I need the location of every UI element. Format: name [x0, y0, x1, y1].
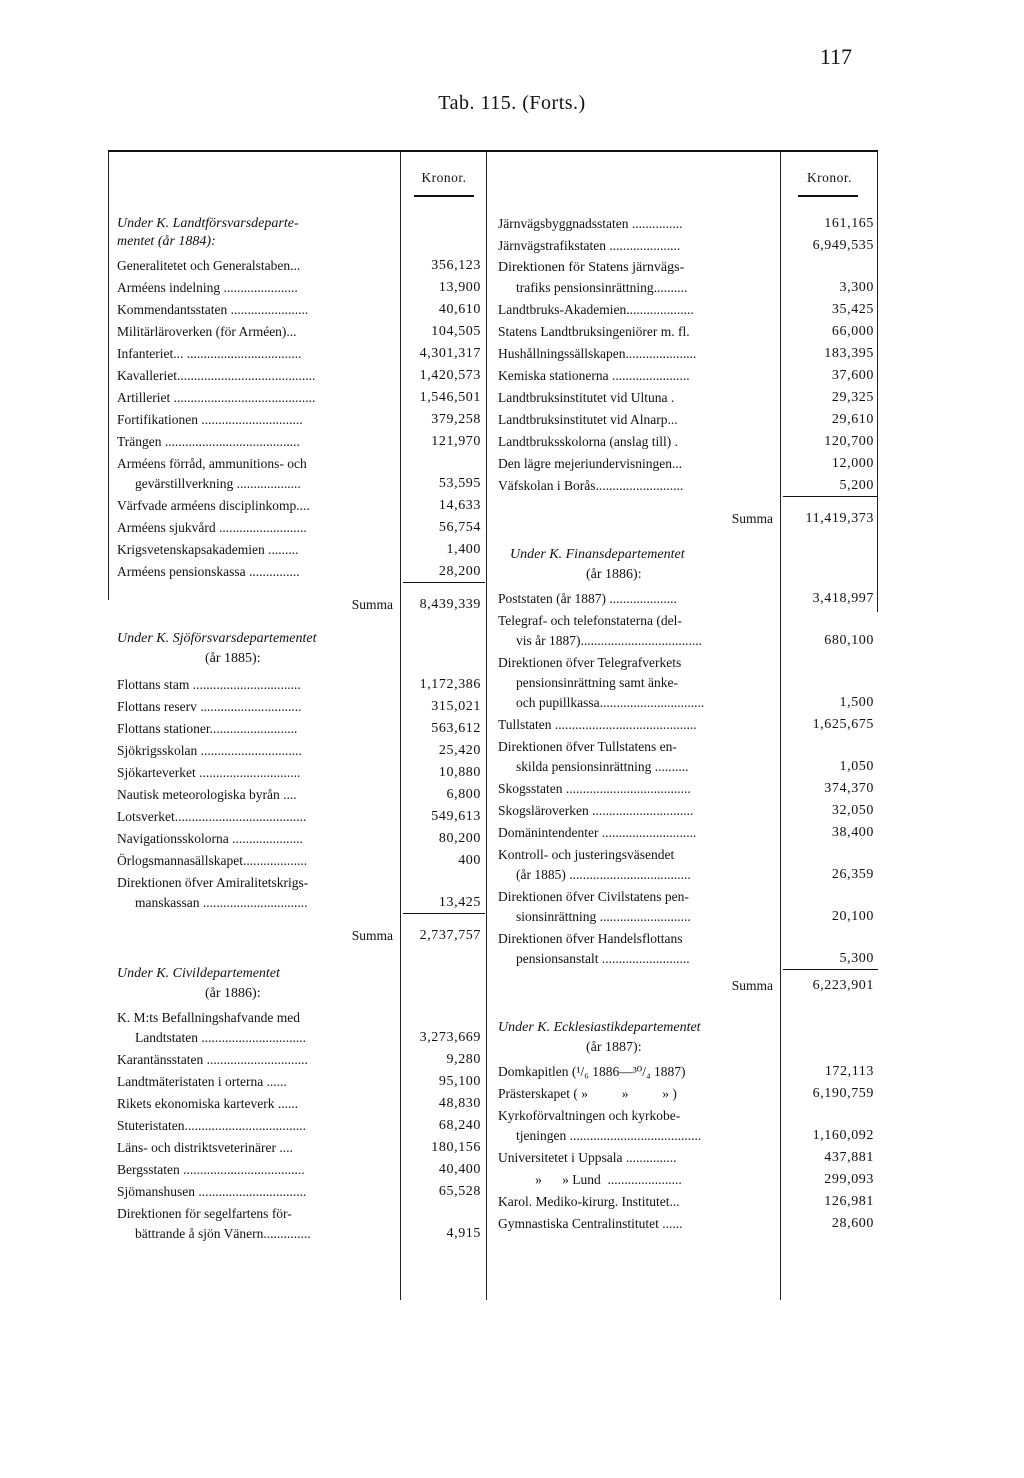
row-label: Fortifikationen ..............................	[117, 412, 303, 427]
section-heading-landtforsvar-cont: mentet (år 1884):	[117, 234, 216, 249]
table-row	[117, 763, 485, 783]
header-rule-right	[798, 195, 858, 197]
row-value: 66,000	[831, 324, 874, 339]
row-label: Kavalleriet.........................................	[117, 368, 316, 383]
row-value: 3,273,669	[419, 1030, 481, 1045]
section-subheading-ecklesiastik: (år 1887):	[586, 1040, 642, 1055]
row-label: vis år 1887)....................................	[516, 633, 702, 648]
table-row	[498, 366, 878, 386]
section-heading-finans: Under K. Finansdepartementet	[510, 547, 685, 562]
row-label: bättrande å sjön Vänern..............	[135, 1226, 311, 1241]
row-label: Landtbruksinstitutet vid Ultuna .	[498, 390, 675, 405]
table-row	[498, 1084, 878, 1104]
summa-label: Summa	[351, 597, 393, 612]
row-value: 563,612	[431, 721, 481, 736]
row-label: Landtbruksinstitutet vid Alnarp...	[498, 412, 678, 427]
row-label: Trängen ........................................	[117, 434, 300, 449]
row-value: 3,300	[839, 280, 874, 295]
kyrko-label-line1: Kyrkoförvaltningen och kyrkobe-	[498, 1108, 681, 1123]
table-row	[498, 1126, 878, 1146]
row-value: 12,000	[831, 456, 874, 471]
row-label: manskassan ...............................	[135, 895, 308, 910]
row-label: Militärläroverken (för Arméen)...	[117, 324, 297, 339]
row-value: 374,370	[824, 781, 874, 796]
table-row	[117, 1182, 485, 1202]
row-value: 38,400	[831, 825, 874, 840]
row-value: 299,093	[824, 1172, 874, 1187]
table-row	[117, 1028, 485, 1048]
civilstat-label-line1: Direktionen öfver Civilstatens pen-	[498, 889, 689, 904]
table-row	[498, 454, 878, 474]
table-row	[117, 1224, 485, 1244]
middle-divider	[486, 152, 487, 1300]
table-row	[498, 388, 878, 408]
header-rule-left	[414, 195, 474, 197]
row-value: 1,050	[839, 759, 874, 774]
row-label: Flottans stationer..........................	[117, 721, 298, 736]
table-row	[498, 322, 878, 342]
table-row	[498, 865, 878, 885]
table-row	[117, 496, 485, 516]
table-row	[498, 631, 878, 651]
kronor-header-left: Kronor.	[421, 170, 467, 185]
row-value: 1,172,386	[419, 677, 481, 692]
vanern-label-line1: Direktionen för segelfartens för-	[117, 1206, 292, 1221]
table-row	[498, 907, 878, 927]
table-row	[498, 410, 878, 430]
left-column	[117, 214, 485, 1244]
row-label: och pupillkassa...............................	[516, 695, 705, 710]
row-value: 56,754	[438, 520, 481, 535]
kontroll-label-line1: Kontroll- och justeringsväsendet	[498, 847, 675, 862]
table-row	[498, 344, 878, 364]
row-value: 121,970	[431, 434, 481, 449]
row-label: Sjökrigsskolan ..............................	[117, 743, 302, 758]
table-row	[117, 518, 485, 538]
row-label: Landtbruksskolorna (anslag till) .	[498, 434, 678, 449]
table-row	[498, 1192, 878, 1212]
tullpens-label-line1: Direktionen öfver Tullstatens en-	[498, 739, 677, 754]
row-label: Örlogsmannasällskapet...................	[117, 853, 308, 868]
row-value: 3,418,997	[812, 591, 874, 606]
row-value: 1,546,501	[419, 390, 481, 405]
row-label: Domkapitlen (¹/₆ 1886—³⁰/₄ 1887)	[498, 1064, 686, 1079]
row-value: 14,633	[438, 498, 481, 513]
row-label: Den lägre mejeriundervisningen...	[498, 456, 683, 471]
row-label: Arméens indelning ......................	[117, 280, 298, 295]
summa-label: Summa	[351, 928, 393, 943]
section-heading-sjoforsvar: Under K. Sjöförsvarsdepartementet	[117, 631, 317, 646]
table-row	[498, 715, 878, 735]
row-value: 9,280	[446, 1052, 481, 1067]
row-value: 437,881	[824, 1150, 874, 1165]
row-label: Karantänsstaten ..............................	[117, 1052, 308, 1067]
row-label: (år 1885) ....................................	[516, 867, 691, 882]
row-label: Kemiska stationerna .......................	[498, 368, 690, 383]
row-value: 80,200	[438, 831, 481, 846]
table-row	[498, 476, 878, 496]
row-value: 5,300	[839, 951, 874, 966]
row-label: Järnvägsbyggnadsstaten ...............	[498, 216, 683, 231]
summa-row	[117, 926, 485, 946]
row-label: Karol. Mediko-kirurg. Institutet...	[498, 1194, 680, 1209]
row-label: Skogsstaten .....................................	[498, 781, 691, 796]
sum-rule	[783, 969, 878, 970]
row-value: 6,949,535	[812, 238, 874, 253]
table-row	[117, 1072, 485, 1092]
kronor-header-right: Kronor.	[806, 170, 853, 185]
section-heading-landtforsvar: Under K. Landtförsvarsdeparte-	[117, 216, 299, 231]
row-label: trafiks pensionsinrättning..........	[516, 280, 688, 295]
row-value: 379,258	[431, 412, 481, 427]
row-label: Skogsläroverken ..............................	[498, 803, 694, 818]
row-label: Universitetet i Uppsala ...............	[498, 1150, 677, 1165]
row-label: sionsinrättning ...........................	[516, 909, 691, 924]
table-row	[498, 949, 878, 969]
table-row	[117, 366, 485, 386]
row-value: 65,528	[438, 1184, 481, 1199]
right-column	[498, 214, 878, 1234]
row-label: Prästerskapet ( » » » )	[498, 1086, 677, 1101]
section-subheading-sjoforsvar: (år 1885):	[205, 651, 261, 666]
row-value: 26,359	[831, 867, 874, 882]
left-border-line	[108, 152, 109, 600]
row-value: 183,395	[824, 346, 874, 361]
row-value: 549,613	[431, 809, 481, 824]
table-row	[117, 1050, 485, 1070]
table-row	[117, 829, 485, 849]
table-row	[498, 236, 878, 256]
row-value: 4,301,317	[419, 346, 481, 361]
row-value: 161,165	[824, 216, 874, 231]
table-row	[498, 432, 878, 452]
table-row	[498, 278, 878, 298]
row-value: 10,880	[438, 765, 481, 780]
row-label: Arméens pensionskassa ...............	[117, 564, 300, 579]
table-row	[498, 823, 878, 843]
row-label: Rikets ekonomiska karteverk ......	[117, 1096, 299, 1111]
row-label: gevärstillverkning ...................	[135, 476, 301, 491]
table-row	[117, 344, 485, 364]
table-row	[117, 893, 485, 913]
row-value: 20,100	[831, 909, 874, 924]
table-row	[117, 741, 485, 761]
row-value: 680,100	[824, 633, 874, 648]
row-value: 13,900	[438, 280, 481, 295]
table-row	[117, 1094, 485, 1114]
table-row	[117, 807, 485, 827]
row-value: 40,610	[438, 302, 481, 317]
befall-label-line1: K. M:ts Befallningshafvande med	[117, 1010, 300, 1025]
row-label: Statens Landtbruksingeniörer m. fl.	[498, 324, 690, 339]
table-row	[117, 562, 485, 582]
row-label: Artilleriet ..........................................	[117, 390, 316, 405]
table-row	[498, 693, 878, 713]
row-value: 25,420	[438, 743, 481, 758]
row-label: Kommendantsstaten .......................	[117, 302, 309, 317]
row-label: Navigationsskolorna .....................	[117, 831, 303, 846]
row-value: 6,800	[446, 787, 481, 802]
row-value: 35,425	[831, 302, 874, 317]
table-row	[498, 757, 878, 777]
direktionen-label-line1: Direktionen för Statens järnvägs-	[498, 260, 685, 275]
row-value: 1,160,092	[812, 1128, 874, 1143]
table-title: Tab. 115. (Forts.)	[438, 92, 586, 114]
row-label: Sjökarteverket ..............................	[117, 765, 301, 780]
row-label: Nautisk meteorologiska byrån ....	[117, 787, 297, 802]
handel-label-line1: Direktionen öfver Handelsflottans	[498, 931, 683, 946]
row-value: 48,830	[438, 1096, 481, 1111]
row-value: 400	[458, 853, 481, 868]
section-heading-ecklesiastik: Under K. Ecklesiastikdepartementet	[498, 1020, 701, 1035]
row-label: tjeningen .......................................	[516, 1128, 702, 1143]
row-label: Flottans reserv ..............................	[117, 699, 302, 714]
table-row	[117, 785, 485, 805]
row-value: 315,021	[431, 699, 481, 714]
table-row	[498, 589, 878, 609]
row-label: skilda pensionsinrättning ..........	[516, 759, 689, 774]
row-label: Värfvade arméens disciplinkomp....	[117, 498, 310, 513]
summa-value: 2,737,757	[419, 928, 481, 943]
row-label: Bergsstaten ....................................	[117, 1162, 305, 1177]
row-value: 120,700	[824, 434, 874, 449]
table-row	[498, 214, 878, 234]
row-value: 1,500	[839, 695, 874, 710]
table-row	[117, 300, 485, 320]
table-row	[117, 675, 485, 695]
row-label: Krigsvetenskapsakademien .........	[117, 542, 299, 557]
sum-rule	[403, 582, 485, 583]
table-row	[117, 474, 485, 494]
summa-row	[117, 595, 485, 615]
amiral-label-line1: Direktionen öfver Amiralitetskrigs-	[117, 875, 309, 890]
row-value: 29,325	[831, 390, 874, 405]
row-value: 104,505	[431, 324, 481, 339]
row-label: Domänintendenter ............................	[498, 825, 697, 840]
table-row	[498, 1214, 878, 1234]
row-label: Lotsverket.......................................	[117, 809, 307, 824]
row-value: 126,981	[824, 1194, 874, 1209]
table-row	[498, 779, 878, 799]
row-label: Landtbruks-Akademien....................	[498, 302, 694, 317]
row-label: Hushållningssällskapen.....................	[498, 346, 697, 361]
row-value: 29,610	[831, 412, 874, 427]
table-row	[117, 278, 485, 298]
table-row	[117, 432, 485, 452]
row-value: 4,915	[446, 1226, 481, 1241]
row-value: 1,625,675	[812, 717, 874, 732]
table-row	[117, 540, 485, 560]
row-value: 1,420,573	[419, 368, 481, 383]
telepens-label-line1: Direktionen öfver Telegrafverkets	[498, 655, 682, 670]
summa-value: 6,223,901	[812, 978, 874, 993]
telegraf-label-line1: Telegraf- och telefonstaterna (del-	[498, 613, 682, 628]
table-row	[117, 719, 485, 739]
row-value: 32,050	[831, 803, 874, 818]
row-value: 95,100	[438, 1074, 481, 1089]
row-label: Gymnastiska Centralinstitutet ......	[498, 1216, 683, 1231]
row-value: 68,240	[438, 1118, 481, 1133]
row-label: Läns- och distriktsveterinärer ....	[117, 1140, 293, 1155]
summa-label: Summa	[731, 511, 773, 526]
table-row	[117, 388, 485, 408]
row-value: 28,200	[438, 564, 481, 579]
row-value: 53,595	[438, 476, 481, 491]
row-label: Tullstaten ..........................................	[498, 717, 697, 732]
row-label: » » Lund ......................	[498, 1172, 682, 1187]
summa-row	[498, 976, 878, 996]
table-row	[117, 1160, 485, 1180]
row-value: 6,190,759	[812, 1086, 874, 1101]
row-value: 40,400	[438, 1162, 481, 1177]
row-label: pensionsanstalt ..........................	[516, 951, 690, 966]
row-label: Sjömanshusen ................................	[117, 1184, 307, 1199]
row-label: Poststaten (år 1887) ....................	[498, 591, 677, 606]
row-label: Arméens sjukvård ..........................	[117, 520, 307, 535]
summa-value: 11,419,373	[805, 511, 874, 526]
row-value: 356,123	[431, 258, 481, 273]
table-row	[117, 697, 485, 717]
row-value: 37,600	[831, 368, 874, 383]
row-label: Landtmäteristaten i orterna ......	[117, 1074, 287, 1089]
row-value: 172,113	[824, 1064, 874, 1079]
table-row	[498, 300, 878, 320]
page-number: 117	[819, 44, 852, 69]
row-value: 28,600	[831, 1216, 874, 1231]
row-label: Infanteriet... ..................................	[117, 346, 302, 361]
ammunition-label-line1: Arméens förråd, ammunitions- och	[117, 456, 307, 471]
row-value: 1,400	[446, 542, 481, 557]
section-subheading-finans: (år 1886):	[586, 567, 642, 582]
summa-label: Summa	[731, 978, 773, 993]
table-row	[498, 1062, 878, 1082]
sum-rule	[783, 496, 878, 497]
row-label: Stuteristaten....................................	[117, 1118, 306, 1133]
section-subheading-civil: (år 1886):	[205, 986, 261, 1001]
table-row	[117, 851, 485, 871]
row-label: Generalitetet och Generalstaben...	[117, 258, 301, 273]
telepens-label-line2: pensionsinrättning samt änke-	[516, 675, 678, 690]
table-row	[498, 1148, 878, 1168]
table-row	[117, 410, 485, 430]
summa-value: 8,439,339	[419, 597, 481, 612]
row-label: Flottans stam ................................	[117, 677, 301, 692]
table-row	[117, 1138, 485, 1158]
row-value: 5,200	[839, 478, 874, 493]
row-label: Landtstaten ...............................	[135, 1030, 306, 1045]
top-rule	[108, 150, 878, 152]
summa-row	[498, 509, 878, 529]
table-row	[117, 256, 485, 276]
table-row	[498, 801, 878, 821]
row-label: Väfskolan i Borås..........................	[498, 478, 684, 493]
table-row	[498, 1170, 878, 1190]
table-row	[117, 1116, 485, 1136]
row-value: 13,425	[438, 895, 481, 910]
row-label: Järnvägstrafikstaten .....................	[498, 238, 681, 253]
row-value: 180,156	[431, 1140, 481, 1155]
section-heading-civil: Under K. Civildepartementet	[117, 966, 280, 981]
table-row	[117, 322, 485, 342]
sum-rule	[403, 913, 485, 914]
